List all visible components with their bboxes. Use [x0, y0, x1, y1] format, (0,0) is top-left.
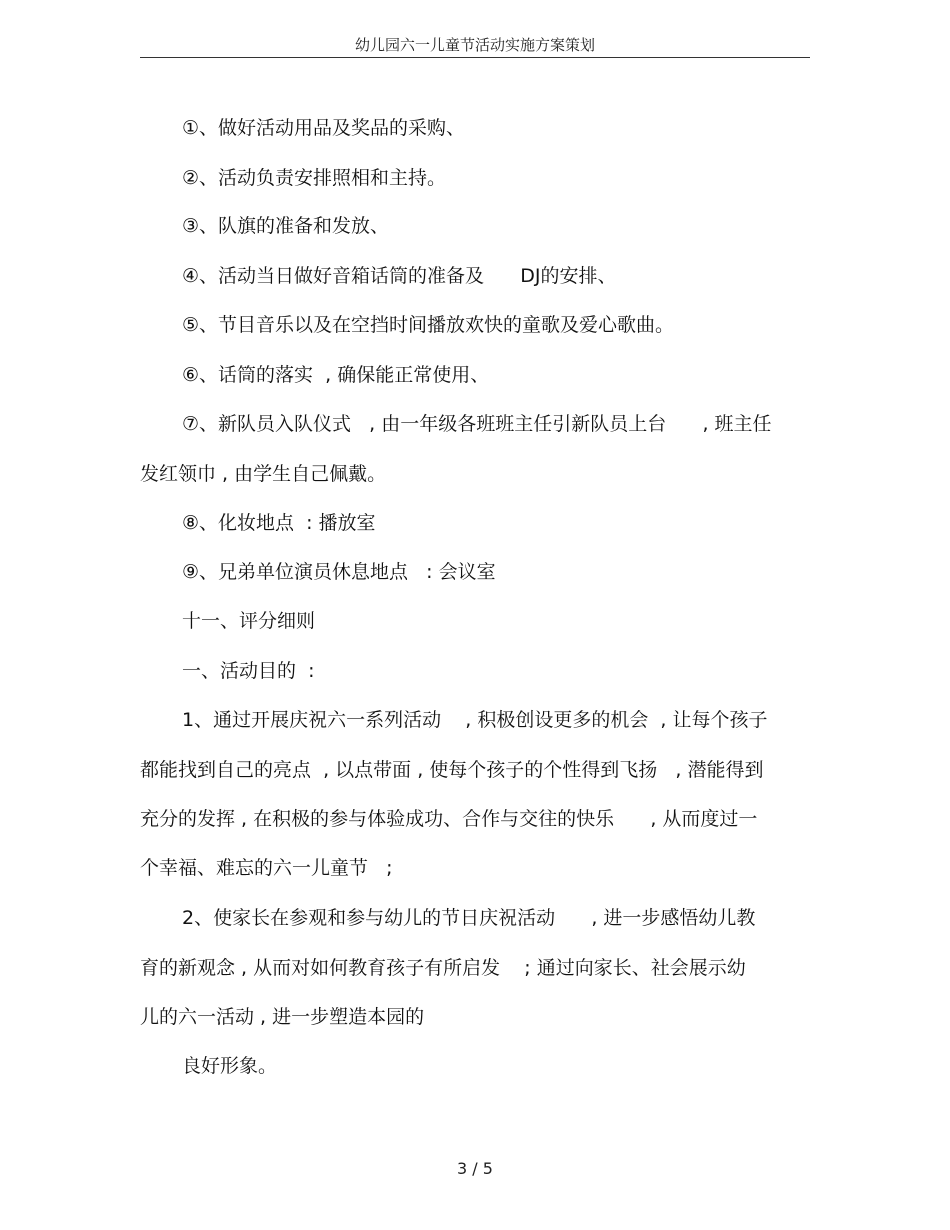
text-line: ⑤、节目音乐以及在空挡时间播放欢快的童歌及爱心歌曲。 — [182, 314, 675, 336]
text-line: ⑥、话筒的落实 , 确保能正常使用、 — [182, 364, 490, 386]
text-line: 充分的发挥 , 在积极的参与体验成功、合作与交往的快乐 , 从而度过一 — [140, 808, 758, 830]
section-heading: 一、活动目的 : — [182, 660, 315, 682]
text-line: ⑧、化妆地点 : 播放室 — [182, 512, 376, 534]
text-line: 2、使家长在参观和参与幼儿的节日庆祝活动 , 进一步感悟幼儿教 — [182, 907, 756, 929]
text-line: 都能找到自己的亮点 , 以点带面 , 使每个孩子的个性得到飞扬 , 潜能得到 — [140, 759, 764, 781]
text-line: ⑨、兄弟单位演员休息地点 : 会议室 — [182, 561, 496, 583]
text-line: ③、队旗的准备和发放、 — [182, 215, 390, 237]
text-line: ④、活动当日做好音箱话筒的准备及 DJ的安排、 — [182, 265, 617, 287]
text-line: ⑦、新队员入队仪式 , 由一年级各班班主任引新队员上台 , 班主任 — [182, 413, 772, 435]
text-line: ②、活动负责安排照相和主持。 — [182, 167, 447, 189]
section-heading: 十一、评分细则 — [182, 610, 316, 632]
text-line: ①、做好活动用品及奖品的采购、 — [182, 117, 466, 139]
text-line: 发红领巾 , 由学生自己佩戴。 — [140, 463, 387, 485]
text-line: 良好形象。 — [182, 1055, 278, 1077]
page-header-title: 幼儿园六一儿童节活动实施方案策划 — [354, 36, 595, 54]
text-line: 个幸福、难忘的六一儿童节 ; — [140, 857, 393, 879]
text-line: 育的新观念 , 从而对如何教育孩子有所启发 ; 通过向家长、社会展示幼 — [140, 957, 746, 979]
text-line: 1、通过开展庆祝六一系列活动 , 积极创设更多的机会 , 让每个孩子 — [182, 709, 768, 731]
page-number: 3 / 5 — [457, 1159, 493, 1178]
header-divider — [140, 57, 810, 58]
text-line: 儿的六一活动 , 进一步塑造本园的 — [140, 1006, 425, 1028]
